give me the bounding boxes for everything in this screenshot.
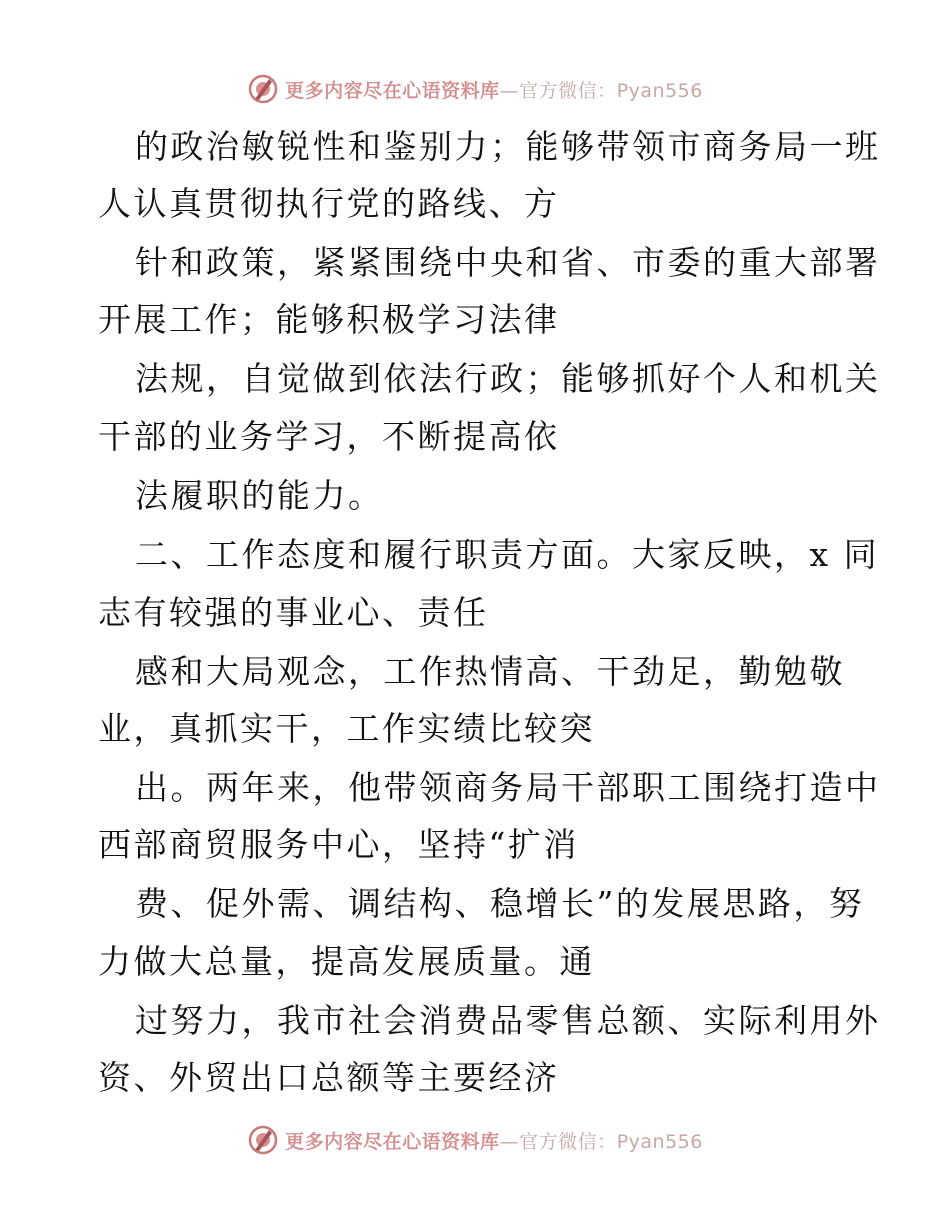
quill-logo-icon: [247, 1124, 279, 1156]
text-line: 费、促外需、调结构、稳增长”的发展思路，努: [135, 884, 865, 923]
watermark-text: 更多内容尽在心语资料库—官方微信：Pyan556: [285, 1130, 703, 1153]
text-line: 法规，自觉做到依法行政；能够抓好个人和机关: [135, 359, 881, 398]
watermark-text: 更多内容尽在心语资料库—官方微信：Pyan556: [285, 79, 703, 102]
text-line: 资、外贸出口总额等主要经济: [98, 1058, 560, 1097]
text-line: 人认真贯彻执行党的路线、方: [98, 184, 560, 223]
text-line: 二、工作态度和履行职责方面。大家反映，x 同: [135, 535, 880, 574]
text-line: 志有较强的事业心、责任: [98, 593, 489, 632]
text-line: 业，真抓实干，工作实绩比较突: [98, 709, 595, 748]
footer-watermark: [0, 1123, 950, 1157]
text-line: 的政治敏锐性和鉴别力；能够带领市商务局一班: [135, 127, 881, 166]
text-line: 针和政策，紧紧围绕中央和省、市委的重大部署: [135, 243, 881, 282]
text-line: 感和大局观念，工作热情高、干劲足，勤勉敬: [135, 652, 845, 691]
text-line: 西部商贸服务中心，坚持“扩消: [98, 825, 579, 864]
text-line: 力做大总量，提高发展质量。通: [98, 942, 595, 981]
text-line: 出。两年来，他带领商务局干部职工围绕打造中: [135, 768, 881, 807]
text-line: 干部的业务学习，不断提高依: [98, 417, 560, 456]
text-line: 开展工作；能够积极学习法律: [98, 300, 560, 339]
text-line: 法履职的能力。: [135, 476, 384, 515]
text-line: 过努力，我市社会消费品零售总额、实际利用外: [135, 1001, 881, 1040]
